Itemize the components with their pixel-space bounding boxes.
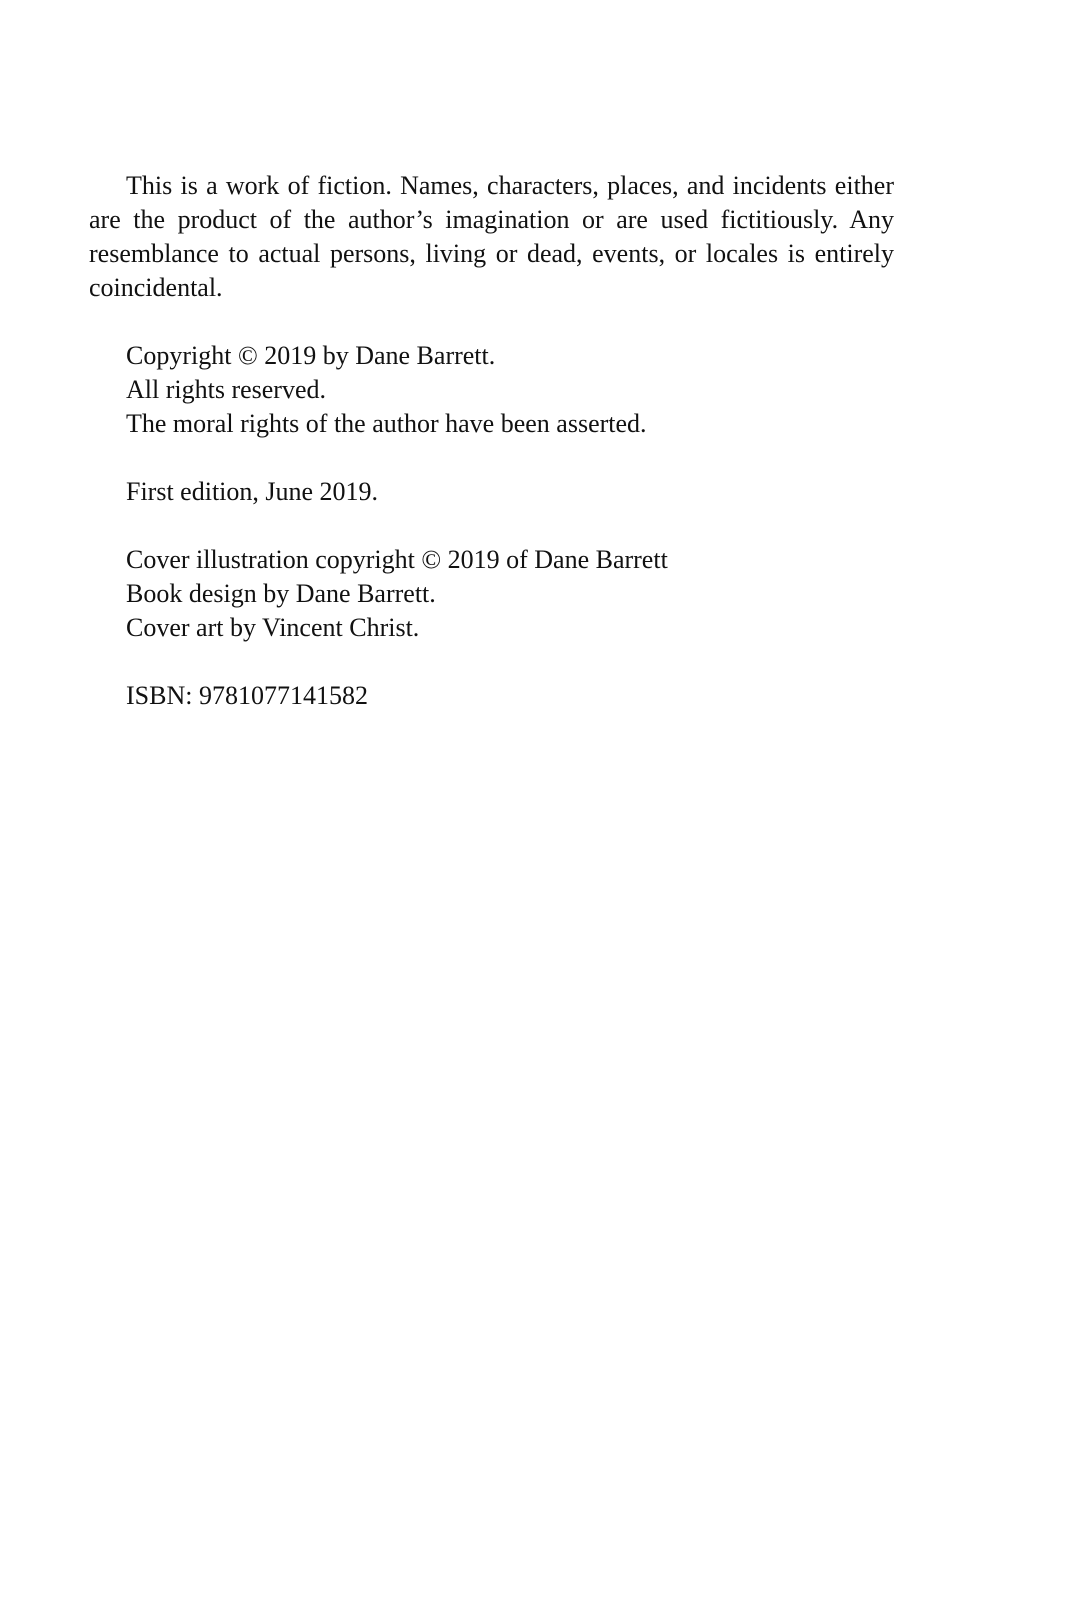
rights-reserved-line: All rights reserved. bbox=[126, 375, 327, 404]
credits-section bbox=[126, 543, 894, 645]
edition-section bbox=[126, 475, 894, 509]
edition-line: First edition, June 2019. bbox=[126, 477, 379, 506]
page-text bbox=[89, 169, 894, 713]
isbn-section bbox=[126, 679, 894, 713]
book-design-line: Book design by Dane Barrett. bbox=[126, 579, 436, 608]
cover-illustration-line: Cover illustration copyright © 2019 of Dane Barrett bbox=[126, 545, 668, 574]
copyright-section bbox=[126, 339, 894, 441]
copyright-line: Copyright © 2019 by Dane Barrett. bbox=[126, 341, 496, 370]
cover-art-line: Cover art by Vincent Christ. bbox=[126, 613, 420, 642]
fiction-notice: This is a work of fiction. Names, characters, places, and incidents either are the product of the author’s imagination or are used fictitiously. Any resemblance to actual persons, living or dead, events, or locales is entirely coincidental. bbox=[89, 171, 894, 302]
moral-rights-line: The moral rights of the author have been asserted. bbox=[126, 409, 647, 438]
isbn-line: ISBN: 9781077141582 bbox=[126, 681, 368, 710]
